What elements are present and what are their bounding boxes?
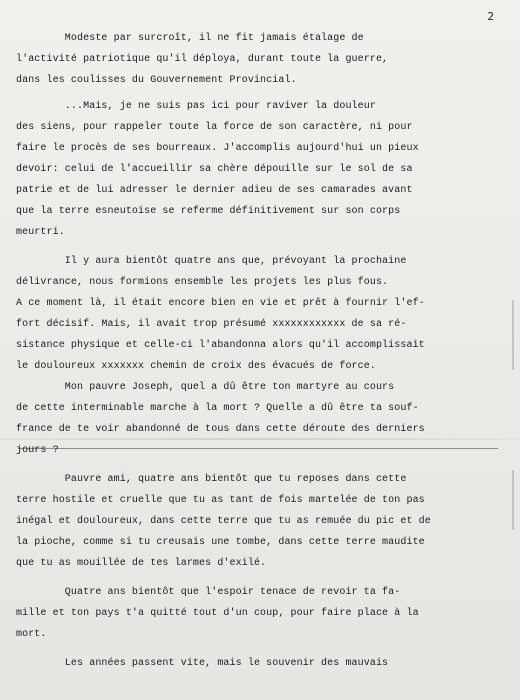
text-line: le douloureux xxxxxxx chemin de croix des évacués de force. bbox=[16, 361, 376, 372]
text-line: mille et ton pays t'a quitté tout d'un coup, pour faire place à la bbox=[16, 608, 419, 619]
text-line: A ce moment là, il était encore bien en vie et prêt à fournir l'ef- bbox=[16, 298, 425, 309]
text-line: faire le procès de ses bourreaux. J'accomplis aujourd'hui un pieux bbox=[16, 143, 419, 154]
text-line: inégal et douloureux, dans cette terre que tu as remuée du pic et de bbox=[16, 516, 431, 527]
text-line: que la terre esneutoise se referme définitivement sur son corps bbox=[16, 206, 401, 217]
typed-letter-body bbox=[16, 28, 506, 674]
text-line: meurtri. bbox=[16, 227, 65, 238]
text-line: fort décisif. Mais, il avait trop présumé xxxxxxxxxxxx de sa ré- bbox=[16, 319, 407, 330]
text-line: Quatre ans bientôt que l'espoir tenace de revoir ta fa- bbox=[16, 587, 401, 598]
text-line: Il y aura bientôt quatre ans que, prévoyant la prochaine bbox=[16, 256, 407, 267]
text-line: Mon pauvre Joseph, quel a dû être ton martyre au cours bbox=[16, 382, 395, 393]
text-line: mort. bbox=[16, 629, 47, 640]
margin-mark bbox=[512, 470, 514, 530]
text-line: devoir: celui de l'accueillir sa chère dépouille sur le sol de sa bbox=[16, 164, 413, 175]
text-line: sistance physique et celle-ci l'abandonna alors qu'il accomplissait bbox=[16, 340, 425, 351]
text-line: délivrance, nous formions ensemble les projets les plus fous. bbox=[16, 277, 389, 288]
text-line: la pioche, comme si tu creusais une tombe, dans cette terre maudite bbox=[16, 537, 425, 548]
text-line: l'activité patriotique qu'il déploya, durant toute la guerre, bbox=[16, 54, 389, 65]
text-line: ...Mais, je ne suis pas ici pour raviver la douleur bbox=[16, 101, 376, 112]
text-line: de cette interminable marche à la mort ? Quelle a dû être ta souf- bbox=[16, 403, 419, 414]
text-line: Les années passent vite, mais le souvenir des mauvais bbox=[16, 658, 389, 669]
text-line: dans les coulisses du Gouvernement Provincial. bbox=[16, 75, 297, 86]
text-line: patrie et de lui adresser le dernier adieu de ses camarades avant bbox=[16, 185, 413, 196]
text-line: jours ? bbox=[16, 445, 59, 456]
text-line: des siens, pour rappeler toute la force de son caractère, ni pour bbox=[16, 122, 413, 133]
text-line: terre hostile et cruelle que tu as tant de fois martelée de ton pas bbox=[16, 495, 425, 506]
text-line: que tu as mouillée de tes larmes d'exilé. bbox=[16, 558, 267, 569]
text-line: france de te voir abandonné de tous dans cette déroute des derniers bbox=[16, 424, 425, 435]
margin-mark bbox=[512, 300, 514, 370]
text-line: Modeste par surcroît, il ne fit jamais étalage de bbox=[16, 33, 364, 44]
page-number: 2 bbox=[487, 10, 494, 23]
text-line: Pauvre ami, quatre ans bientôt que tu reposes dans cette bbox=[16, 474, 407, 485]
